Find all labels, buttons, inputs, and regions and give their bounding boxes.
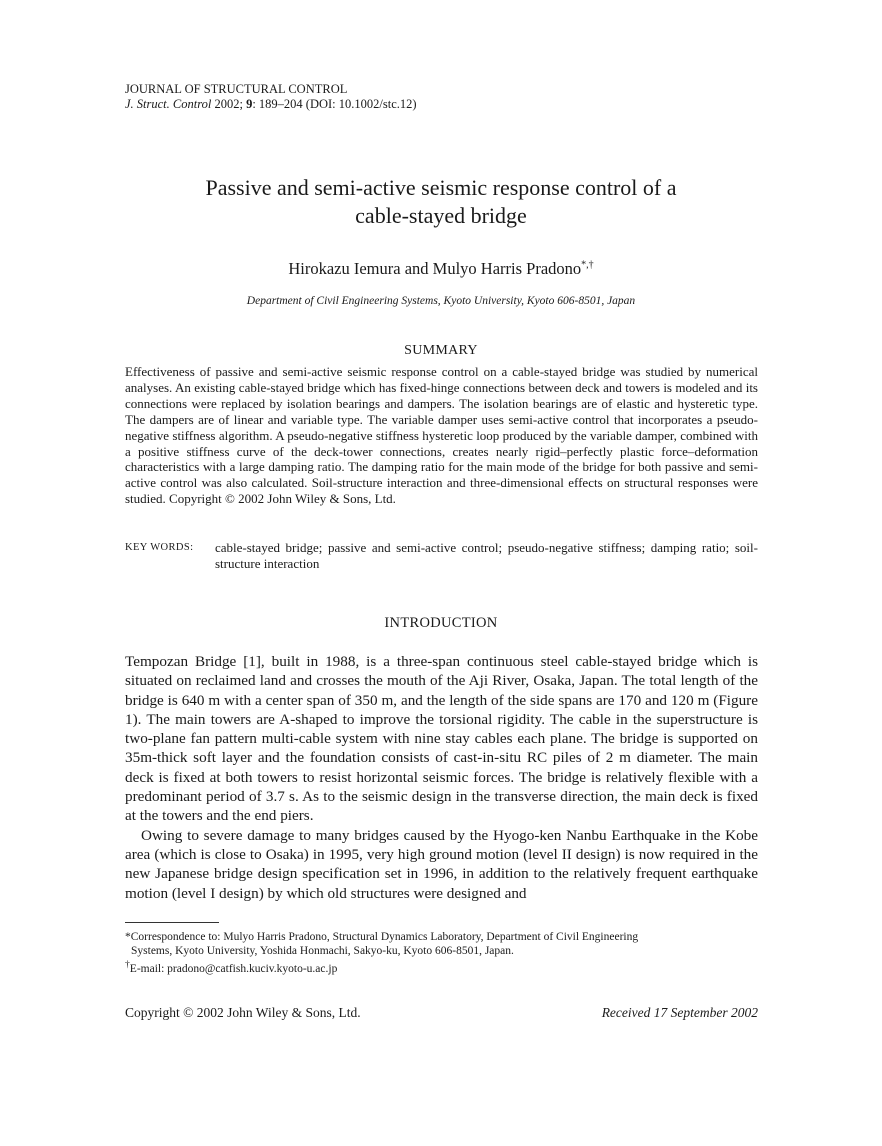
intro-paragraph-2: Owing to severe damage to many bridges caused by the Hyogo-ken Nanbu Earthquake in the Kobe area (which is close to Osaka) in 1995, very high ground motion (level II design) is now required in the new Japanese bridge design specification set in 1996, in addition to the relatively frequent earthquake motion (level I design) by which old structures were designed and	[125, 826, 758, 902]
footnote-divider	[125, 922, 219, 923]
affiliation: Department of Civil Engineering Systems, Kyoto University, Kyoto 606-8501, Japan	[246, 295, 636, 307]
footer-copyright: Copyright © 2002 John Wiley & Sons, Ltd.	[125, 1005, 361, 1020]
title-line-2: cable-stayed bridge	[355, 203, 527, 228]
keywords-text: cable-stayed bridge; passive and semi-active control; pseudo-negative stiffness; damping ratio; soil-structure interaction	[215, 540, 758, 571]
intro-paragraph-1: Tempozan Bridge [1], built in 1988, is a three-span continuous steel cable-stayed bridge which is situated on reclaimed land and crosses the mouth of the Aji River, Osaka, Japan. The total length of the bridge is 640 m with a center span of 350 m, and the length of the side spans are 170 and 120 m (Figure 1). The main towers are A-shaped to improve the torsional rigidity. The cable in the superstructure is two-plane fan pattern multi-cable system with nine stay cables each plane. The bridge is supported on 35m-thick soft layer and the foundation consists of cast-in-situ RC piles of 2 m diameter. The main deck is fixed at both towers to resist horizontal seismic forces. The bridge is relatively flexible with a predominant period of 3.7 s. As to the seismic design in the transverse direction, the main deck is fixed at the towers and the end piers.	[125, 653, 758, 825]
summary-heading: SUMMARY	[404, 343, 478, 358]
authors-footnote-mark: *,†	[581, 259, 594, 271]
introduction-body	[125, 652, 758, 903]
footnote-email: E-mail: pradono@catfish.kuciv.kyoto-u.ac.jp	[129, 962, 338, 975]
keywords	[125, 540, 758, 572]
footnote-correspondence: *Correspondence to: Mulyo Harris Pradono, Structural Dynamics Laboratory, Department of Civil Engineering	[125, 931, 639, 943]
journal-citation	[125, 97, 417, 112]
title-line-1: Passive and semi-active seismic response control of a	[205, 175, 677, 200]
citation-journal: J. Struct. Control	[125, 97, 212, 111]
footnote-email-mark: †	[125, 959, 130, 970]
authors-names: Hirokazu Iemura and Mulyo Harris Pradono	[288, 259, 582, 278]
citation-pages-doi: : 189–204 (DOI: 10.1002/stc.12)	[252, 97, 417, 111]
journal-name: JOURNAL OF STRUCTURAL CONTROL	[125, 82, 348, 96]
paper-title	[125, 174, 757, 230]
introduction-heading: INTRODUCTION	[384, 615, 498, 631]
keywords-label: KEY WORDS:	[125, 542, 194, 553]
author-list	[125, 259, 757, 279]
footnote-email-line	[125, 958, 758, 976]
footnotes	[125, 930, 758, 976]
citation-year: 2002;	[211, 97, 247, 111]
citation-volume: 9	[246, 97, 253, 111]
footer-received-date: Received 17 September 2002	[601, 1005, 758, 1020]
journal-header	[125, 82, 417, 112]
footnote-correspondence-cont: Systems, Kyoto University, Yoshida Honmachi, Sakyo-ku, Kyoto 606-8501, Japan.	[131, 945, 514, 957]
abstract-text: Effectiveness of passive and semi-active seismic response control on a cable-stayed bridge was studied by numerical analyses. An existing cable-stayed bridge which has fixed-hinge connections between deck and towers is modeled and its connections were replaced by isolation bearings and dampers. The isolation bearings are of elastic and hysteretic type. The dampers are of linear and variable type. The variable damper uses semi-active control that incorporates a pseudo-negative stiffness algorithm. A pseudo-negative stiffness hysteretic loop produced by the variable damper, combined with a positive stiffness curve of the deck-tower connections, creates nearly rigid–perfectly plastic force–deformation characteristics with a large damping ratio. The damping ratio for the main mode of the bridge for both passive and semi-active control was also calculated. Soil-structure interaction and three-dimensional effects on structural responses were studied. Copyright © 2002 John Wiley & Sons, Ltd.	[125, 364, 758, 507]
